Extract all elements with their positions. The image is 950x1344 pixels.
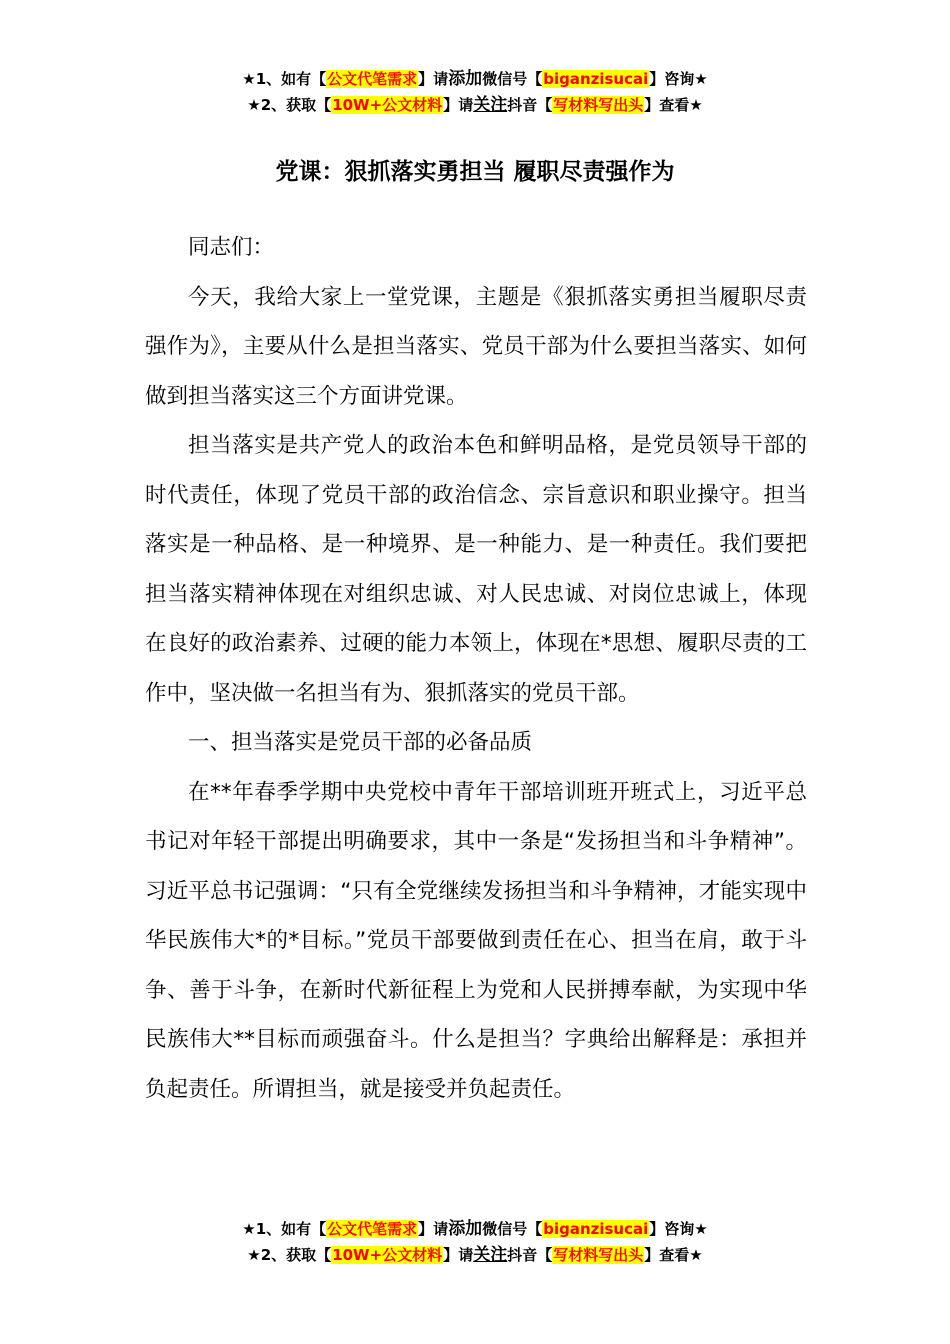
banner-line-2 [0, 92, 950, 118]
banner-line-2-suffix: 】查看★ [644, 96, 703, 114]
wechat-id-highlight: biganzisucai [543, 70, 649, 88]
banner-line-2 [0, 1242, 950, 1268]
douyin-account-highlight: 写材料写出头 [553, 96, 644, 114]
materials-highlight: 10W+公文材料 [332, 96, 443, 114]
banner-line-1-middle-b: 微信号【 [482, 70, 543, 88]
banner-line-2-middle-a: 】请 [443, 1246, 474, 1264]
follow-emphasis: 关注 [473, 95, 508, 115]
banner-line-1 [0, 1216, 950, 1242]
banner-line-2-middle-b: 抖音【 [507, 96, 553, 114]
document-body [145, 223, 807, 1114]
banner-line-2-middle-a: 】请 [443, 96, 474, 114]
banner-line-2-suffix: 】查看★ [644, 1246, 703, 1264]
follow-emphasis: 关注 [473, 1245, 508, 1265]
douyin-account-highlight: 写材料写出头 [553, 1246, 644, 1264]
banner-line-1-prefix: ★1、如有【 [242, 70, 327, 88]
banner-line-1-middle-a: 】请 [418, 1220, 449, 1238]
banner-line-1-suffix: 】咨询★ [649, 70, 708, 88]
banner-line-1 [0, 66, 950, 92]
banner-line-1-middle-b: 微信号【 [482, 1220, 543, 1238]
ghostwriting-highlight: 公文代笔需求 [327, 1220, 418, 1238]
ghostwriting-highlight: 公文代笔需求 [327, 70, 418, 88]
body-paragraph: 担当落实是共产党人的政治本色和鲜明品格，是党员领导干部的时代责任，体现了党员干部的政治信念、宗旨意识和职业操守。担当落实是一种品格、是一种境界、是一种能力、是一种责任。我们要把担当落实精神体现在对组织忠诚、对人民忠诚、对岗位忠诚上，体现在良好的政治素养、过硬的能力本领上，体现在*思想、履职尽责的工作中，坚决做一名担当有为、狠抓落实的党员干部。 [145, 433, 807, 706]
document-title: 党课：狠抓落实勇担当 履职尽责强作为 [275, 159, 675, 185]
section-heading: 一、担当落实是党员干部的必备品质 [188, 730, 533, 755]
banner-line-1-prefix: ★1、如有【 [242, 1220, 327, 1238]
header-banner [0, 66, 950, 118]
wechat-id-highlight: biganzisucai [543, 1220, 649, 1238]
banner-line-2-prefix: ★2、获取【 [247, 1246, 332, 1264]
footer-banner [0, 1216, 950, 1268]
banner-line-2-middle-b: 抖音【 [507, 1246, 553, 1264]
salutation: 同志们： [188, 235, 275, 260]
banner-line-1-suffix: 】咨询★ [649, 1220, 708, 1238]
add-emphasis: 添加 [448, 1219, 483, 1239]
body-paragraph: 今天，我给大家上一堂党课，主题是《狠抓落实勇担当履职尽责强作为》，主要从什么是担当落实、党员干部为什么要担当落实、如何做到担当落实这三个方面讲党课。 [145, 284, 807, 409]
banner-line-2-prefix: ★2、获取【 [247, 96, 332, 114]
materials-highlight: 10W+公文材料 [332, 1246, 443, 1264]
body-paragraph: 在**年春季学期中央党校中青年干部培训班开班式上，习近平总书记对年轻干部提出明确要求，其中一条是“发扬担当和斗争精神”。习近平总书记强调：“只有全党继续发扬担当和斗争精神，才能实现中华民族伟大*的*目标。”党员干部要做到责任在心、担当在肩，敢于斗争、善于斗争，在新时代新征程上为党和人民拼搏奉献，为实现中华民族伟大**目标而顽强奋斗。什么是担当？字典给出解释是：承担并负起责任。所谓担当，就是接受并负起责任。 [145, 779, 807, 1102]
add-emphasis: 添加 [448, 69, 483, 89]
banner-line-1-middle-a: 】请 [418, 70, 449, 88]
